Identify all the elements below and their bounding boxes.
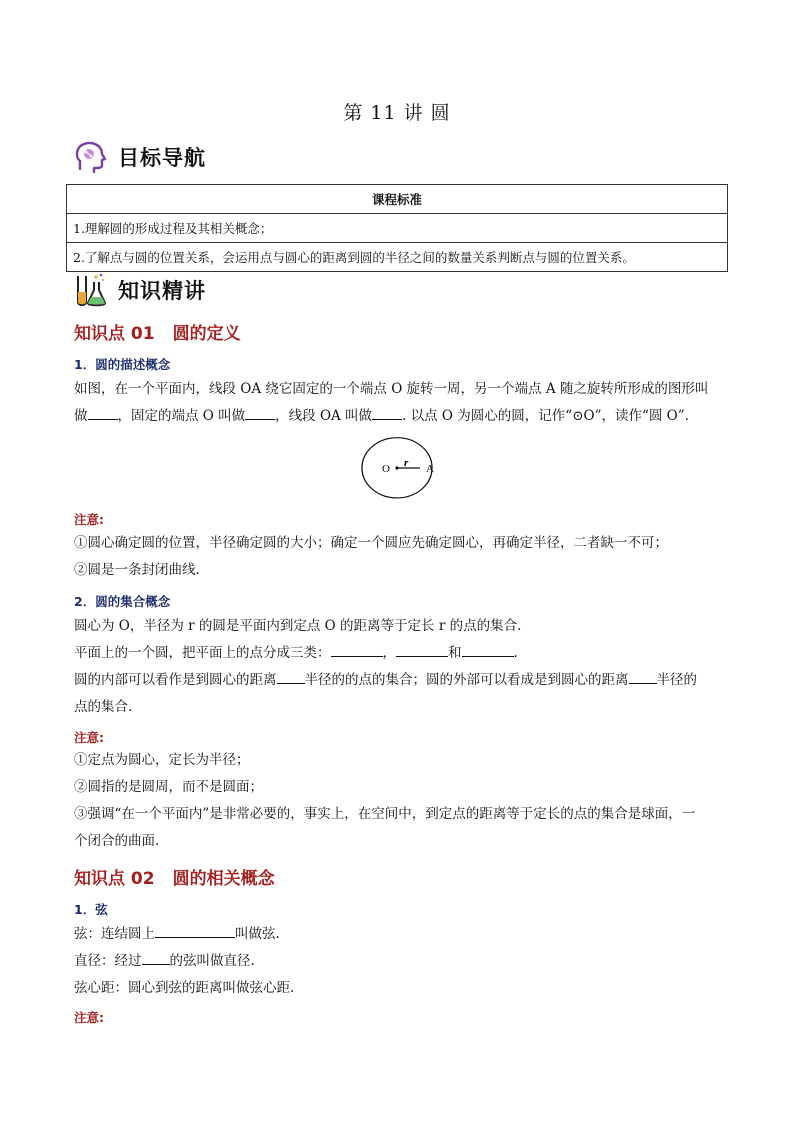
knowledge-point-02-heading [74,864,275,889]
note-label: 注意: [74,512,104,527]
knowledge-point-01-heading [74,319,241,344]
fill-blank [155,922,235,938]
subheading-descriptive-concept: 1．圆的描述概念 [74,357,171,372]
fill-blank [629,668,657,684]
knowledge-section-title: 知识精讲 [118,279,206,303]
table-header: 课程标准 [67,185,728,214]
table-row: 1.理解圆的形成过程及其相关概念； [67,214,728,243]
text-span: ，固定的端点 O 叫做 [117,408,246,424]
lab-flask-icon [72,272,108,308]
text-span: 弦心距：圆心到弦的距离叫做弦心距. [74,980,295,996]
fill-blank [462,641,514,657]
text-span: ②圆是一条封闭曲线. [74,562,200,578]
radius-r-label: r [404,457,409,469]
knowledge-point-number: 知识点 01 [74,324,155,344]
point-o-label: O [382,463,390,475]
fill-blank [277,668,305,684]
text-span: 半径的 [656,672,697,688]
text-span: 弦：连结圆上 [74,926,155,942]
text-span: ，线段 OA 叫做 [275,408,373,424]
text-span: 做 [74,408,88,424]
fill-blank [372,404,402,420]
text-span: . 以点 O 为圆心的圆，记作“⊙O”，读作“圆 O”. [402,408,689,424]
fill-blank [142,949,170,965]
paragraph [74,747,724,855]
knowledge-section-header [72,272,206,308]
text-span: ①定点为圆心，定长为半径； [74,752,250,768]
text-span: 的弦叫做直径. [169,953,255,969]
goal-section-title: 目标导航 [118,146,206,170]
note-label: 注意: [74,730,104,745]
text-span: ③强调“在一个平面内”是非常必要的，事实上，在空间中，到定点的距离等于定长的点的集合是球面，一 [74,806,696,822]
table-row: 2.了解点与圆的位置关系，会运用点与圆心的距离到圆的半径之间的数量关系判断点与圆的位置关系。 [67,243,728,272]
knowledge-point-name: 圆的相关概念 [172,869,275,889]
knowledge-point-number: 知识点 02 [74,869,155,889]
paragraph [74,921,724,1002]
knowledge-point-name: 圆的定义 [172,324,241,344]
paragraph [74,376,724,430]
text-span: ①圆心确定圆的位置，半径确定圆的大小；确定一个圆应先确定圆心，再确定半径，二者缺一不可； [74,535,668,551]
text-span: 直径：经过 [74,953,142,969]
brain-head-icon [72,139,108,175]
fill-blank [245,404,275,420]
text-span: 个闭合的曲面. [74,833,160,849]
text-span: 叫做弦. [235,926,280,942]
lesson-title: 第 11 讲 圆 [343,102,451,124]
note-label: 注意: [74,1010,104,1025]
text-span: ②圆指的是圆周，而不是圆面； [74,779,263,795]
text-span: 点的集合. [74,699,133,715]
paragraph [74,530,724,584]
paragraph [74,613,724,721]
text-span: 半径的的点的集合；圆的外部可以看成是到圆心的距离 [304,672,629,688]
fill-blank [331,641,383,657]
circle-figure [350,436,450,500]
text-span: 如图，在一个平面内，线段 OA 绕它固定的一个端点 O 旋转一周，另一个端点 A 随之旋转所形成的图形叫 [74,381,709,397]
fill-blank [396,641,448,657]
subheading-set-concept: 2．圆的集合概念 [74,594,171,609]
text-span: 圆心为 O，半径为 r 的圆是平面内到定点 O 的距离等于定长 r 的点的集合. [74,618,522,634]
subheading-chord: 1．弦 [74,902,108,917]
goal-section-header [72,139,206,175]
point-a-label: A [426,463,434,475]
curriculum-standard-table [66,184,728,272]
text-span: . [513,645,518,661]
text-span: 平面上的一个圆，把平面上的点分成三类： [74,645,331,661]
text-span: ， [382,645,396,661]
text-span: 圆的内部可以看作是到圆心的距离 [74,672,277,688]
fill-blank [88,404,118,420]
text-span: 和 [448,645,462,661]
